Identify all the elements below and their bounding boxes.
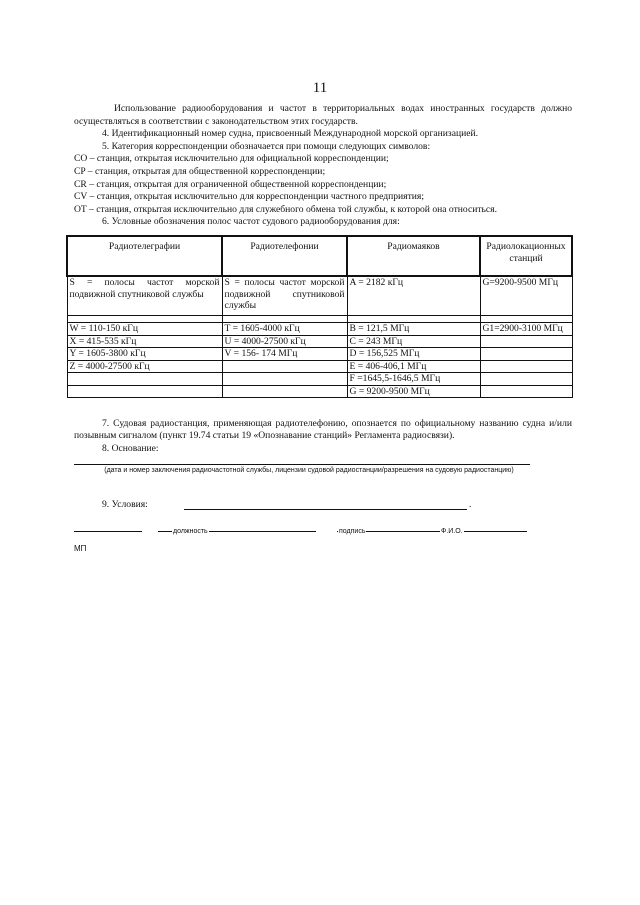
table-row (67, 348, 572, 361)
table-cell: X = 415-535 кГц (67, 335, 222, 348)
table-row (67, 385, 572, 398)
table-cell (67, 385, 222, 398)
table-cell (222, 360, 347, 373)
table-cell (67, 373, 222, 386)
table-cell: F =1645,5-1646,5 МГц (347, 373, 480, 386)
table-row (67, 276, 572, 316)
table-cell (480, 348, 572, 361)
table-cell: E = 406-406,1 МГц (347, 360, 480, 373)
table-cell: S = полосы частот морской подвижной спутниковой службы (67, 276, 222, 316)
table-cell: G1=2900-3100 МГц (480, 323, 572, 336)
table-cell (222, 373, 347, 386)
intro-paragraph: Использование радиооборудования и частот в территориальных водах иностранных государств должно осуществляться в соответствии с законодательством этих государств. (74, 103, 572, 127)
table-cell: G=9200-9500 МГц (480, 276, 572, 316)
table-header-row (67, 236, 572, 276)
table-cell: T = 1605-4000 кГц (222, 323, 347, 336)
table-row (67, 373, 572, 386)
category-co: CO – станция, открытая исключительно для официальной корреспонденции; (74, 153, 389, 165)
table-row (67, 360, 572, 373)
header-radar-stations: Радиолокационных станций (480, 236, 572, 276)
table-cell: B = 121,5 МГц (347, 323, 480, 336)
page-number: 11 (312, 80, 328, 96)
table-cell: U = 4000-27500 кГц (222, 335, 347, 348)
basis-fill-line (74, 464, 530, 465)
table-cell: C = 243 МГц (347, 335, 480, 348)
conditions-fill-line (184, 509, 467, 510)
header-radiotelegraphy: Радиотелеграфии (67, 236, 222, 276)
document-body (74, 103, 572, 229)
table-cell: S = полосы частот морской подвижной спутниковой службы (222, 276, 347, 316)
table-cell (480, 360, 572, 373)
table-cell: G = 9200-9500 МГц (347, 385, 480, 398)
paragraph-9-conditions: 9. Условия: (102, 499, 148, 510)
stamp-place: МП (74, 544, 87, 553)
table-spacer-row (67, 316, 572, 323)
table-cell (222, 385, 347, 398)
table-cell: A = 2182 кГц (347, 276, 480, 316)
header-radiotelephony: Радиотелефонии (222, 236, 347, 276)
category-cp: CP – станция, открытая для общественной корреспонденции; (74, 165, 326, 177)
table-cell: V = 156- 174 МГц (222, 348, 347, 361)
category-ot: OT – станция, открытая исключительно для служебного обмена той службы, к которой она относиться. (74, 203, 497, 215)
table-cell: D = 156,525 МГц (347, 348, 480, 361)
table-cell (480, 385, 572, 398)
table-cell: Z = 4000-27500 кГц (67, 360, 222, 373)
caption-position: должность (173, 528, 208, 535)
category-cr: CR – станция, открытая для ограниченной общественной корреспонденции; (74, 178, 387, 190)
conditions-end-period: . (469, 499, 472, 510)
frequency-table (66, 235, 573, 398)
table-cell: W = 110-150 кГц (67, 323, 222, 336)
paragraph-7: 7. Судовая радиостанция, применяющая радиотелефонию, опознается по официальному названию судна и/или позывным сигналом (пункт 19.74 статьи 19 «Опознавание станций» Регламента радиосвязи). (74, 418, 572, 442)
caption-full-name: Ф.И.О. (441, 528, 463, 535)
signature-line-blank (74, 531, 142, 532)
header-radiobeacons: Радиомаяков (347, 236, 480, 276)
paragraph-6: 6. Условные обозначения полос частот судового радиооборудования для: (102, 216, 400, 228)
table-row (67, 335, 572, 348)
paragraph-4: 4. Идентификационный номер судна, присвоенный Международной морской организацией. (102, 128, 479, 140)
table-cell (480, 373, 572, 386)
paragraph-5: 5. Категория корреспонденции обозначается при помощи следующих символов: (102, 140, 431, 152)
paragraph-8-basis: 8. Основание: (102, 443, 159, 454)
table-row (67, 323, 572, 336)
table-cell (480, 335, 572, 348)
caption-signature: подпись (339, 528, 366, 535)
table-cell: Y = 1605-3800 кГц (67, 348, 222, 361)
category-cv: CV – станция, открытая исключительно для корреспонденции частного предприятия; (74, 191, 424, 203)
basis-caption: (дата и номер заключения радиочастотной службы, лицензии судовой радиостанции/разрешения на судовую радиостанцию) (104, 467, 514, 474)
